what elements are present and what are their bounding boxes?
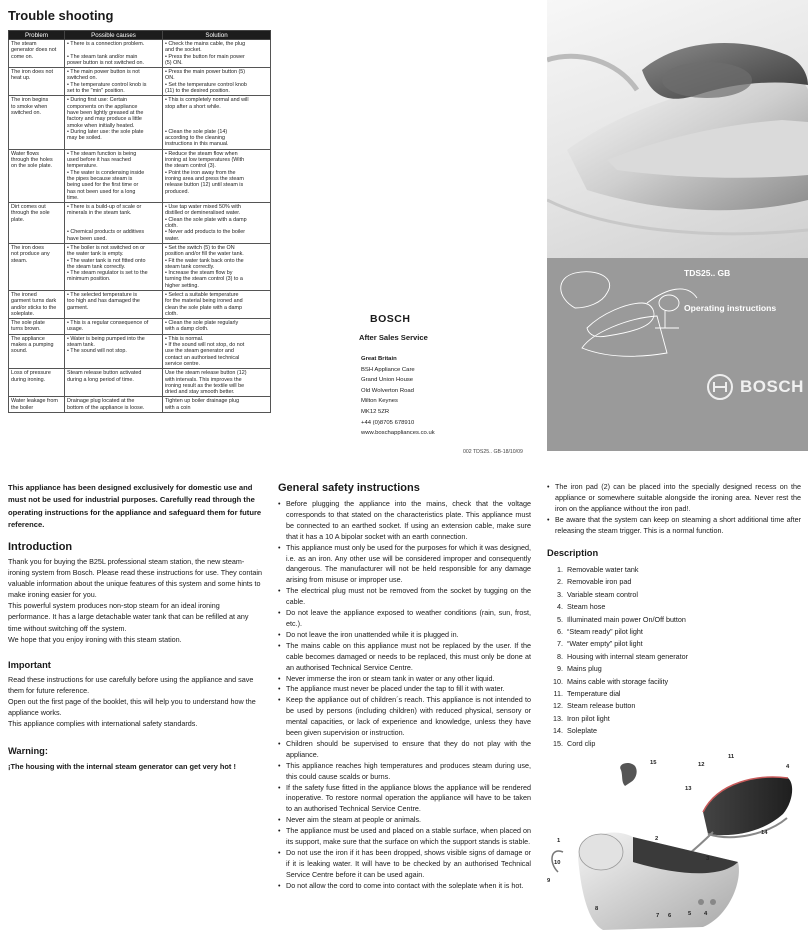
table-row bbox=[9, 40, 271, 68]
cell-line: smoke when initially heated. bbox=[67, 122, 135, 129]
diagram-callout: 6 bbox=[668, 913, 672, 919]
solution-cell bbox=[163, 397, 271, 413]
cell-line: distilled or demineralised water. bbox=[165, 210, 241, 217]
cell-line: The iron does bbox=[11, 244, 44, 251]
cell-line: position and/or fill the water tank. bbox=[165, 251, 244, 258]
cell-line: • The steam tank and/or main bbox=[67, 53, 138, 60]
parts-diagram bbox=[543, 752, 805, 940]
cell-line: stop after a short while. bbox=[165, 103, 221, 110]
cell-line: • If the sound will not stop, do not bbox=[165, 342, 245, 349]
cell-line: switched on. bbox=[11, 109, 41, 116]
cell-line: and the socket. bbox=[165, 47, 202, 54]
cell-line: for the material being ironed and bbox=[165, 298, 243, 305]
after-sales-heading: After Sales Service bbox=[359, 333, 428, 342]
paragraph: Thank you for buying the B25L professional steam station, the new steam-ironing system from Bosch. Please read these instructions for use. They contain valuable information about the unique features of this system and some hints to make ironing easier for you. bbox=[8, 557, 262, 600]
problem-cell bbox=[9, 203, 65, 244]
cell-line: during ironing. bbox=[11, 376, 46, 383]
cell-line: to smoke when bbox=[11, 103, 48, 110]
table-row bbox=[9, 334, 271, 368]
cell-line: the steam tank correctly. bbox=[67, 263, 126, 270]
bosch-wordmark: BOSCH bbox=[370, 313, 411, 325]
part-number: 10. bbox=[553, 676, 563, 686]
address-line: Grand Union House bbox=[361, 377, 414, 384]
safety-item: • Do not leave the iron unattended while it is plugged in. bbox=[278, 630, 531, 641]
table-row bbox=[9, 203, 271, 244]
safety-item: • The appliance must be used and placed on a stable surface, when placed on its support, make sure that the surface on which the support stands is stable. bbox=[278, 826, 531, 848]
cell-line: power button is not switched on. bbox=[67, 59, 145, 66]
bosch-logo-icon bbox=[707, 374, 733, 400]
diagram-callout: 4 bbox=[704, 911, 708, 917]
causes-cell bbox=[65, 397, 163, 413]
cell-line: with a damp cloth. bbox=[165, 326, 209, 333]
cell-line: has not been used for a long bbox=[67, 188, 136, 195]
part-label: Cord clip bbox=[567, 738, 596, 748]
cell-line: steam. bbox=[11, 257, 28, 264]
safety-item: • Do not allow the cord to come into contact with the soleplate when it is hot. bbox=[278, 881, 531, 892]
problem-cell bbox=[9, 290, 65, 318]
cell-line: The iron begins bbox=[11, 97, 49, 104]
cell-line: (5) ON. bbox=[165, 59, 183, 66]
cell-line: • Set the switch (5) to the ON bbox=[165, 244, 235, 251]
cord-clip-drawing bbox=[620, 763, 636, 786]
part-label: Mains cable with storage facility bbox=[567, 676, 669, 686]
cell-line: (11) to the desired position. bbox=[165, 88, 230, 95]
causes-cell bbox=[65, 96, 163, 149]
part-number: 12. bbox=[553, 701, 563, 711]
cell-line: Steam release button activated bbox=[67, 370, 142, 377]
cell-line: • The sound will not stop. bbox=[67, 348, 127, 355]
cell-line: plate. bbox=[11, 216, 25, 223]
cover-subtitle: Operating instructions bbox=[684, 303, 777, 313]
safety-item: • Be aware that the system can keep on steaming a short additional time after releasing the steam trigger. This is a normal function. bbox=[547, 515, 801, 537]
cell-line: through the sole bbox=[11, 210, 50, 217]
problem-cell bbox=[9, 68, 65, 96]
part-number: 5. bbox=[557, 614, 563, 624]
cell-line: • Press the main power button (5) bbox=[165, 69, 246, 76]
parts-list bbox=[548, 564, 748, 750]
table-row bbox=[9, 397, 271, 413]
cell-line: turning the steam control (3) to a bbox=[165, 276, 243, 283]
cell-line: come on. bbox=[11, 53, 34, 60]
part-number: 9. bbox=[557, 664, 563, 674]
cell-line: • This is a regular consequence of bbox=[67, 320, 149, 327]
cell-line: steam tank. bbox=[67, 342, 95, 349]
cell-line: Water leakage from bbox=[11, 398, 58, 405]
part-label: Soleplate bbox=[567, 726, 597, 736]
paragraph: Open out the first page of the booklet, this will help you to understand how the appliance works. bbox=[8, 697, 256, 718]
intended-use-notice: This appliance has been designed exclusively for domestic use and must not be used for industrial purposes. Carefully read through the operating instructions for the appliance and safeguard them for future reference. bbox=[8, 483, 262, 530]
document-code: 002 TDS25.. GB-18/10/09 bbox=[463, 449, 523, 455]
cell-line: • Point the iron away from the bbox=[165, 169, 236, 176]
important-text bbox=[8, 674, 264, 729]
cell-line: use the steam generator and bbox=[165, 348, 234, 355]
parts-list-item bbox=[548, 589, 748, 601]
part-label: Steam release button bbox=[567, 701, 636, 711]
cell-line: • The steam function is being bbox=[67, 150, 137, 157]
diagram-callout: 12 bbox=[698, 762, 705, 768]
safety-item: • This appliance reaches high temperatures and produces steam during use, this could cause scalds or burns. bbox=[278, 761, 531, 783]
part-number: 6. bbox=[557, 627, 563, 637]
problem-cell bbox=[9, 96, 65, 149]
cell-line: • Increase the steam flow by bbox=[165, 270, 233, 277]
parts-list-item bbox=[548, 626, 748, 638]
cell-line: • Use tap water mixed 50% with bbox=[165, 204, 241, 211]
cell-line: • The boiler is not switched on or bbox=[67, 244, 145, 251]
address-country: Great Britain bbox=[361, 356, 397, 362]
diagram-callout: 2 bbox=[655, 836, 659, 842]
part-number: 11. bbox=[553, 689, 563, 699]
cover-iron-photo bbox=[547, 0, 808, 258]
problem-cell bbox=[9, 149, 65, 202]
diagram-callout: 1 bbox=[557, 838, 561, 844]
cell-line: may be soiled. bbox=[67, 135, 102, 142]
cell-line: • The water tank is not fitted onto bbox=[67, 257, 146, 264]
safety-item: • The mains cable on this appliance must not be replaced by the user. If the cable becomes damaged or needs to be replaced, this must only be done at an authorised Technical Service Centre. bbox=[278, 641, 531, 674]
parts-list-item bbox=[548, 688, 748, 700]
cell-line: soleplate. bbox=[11, 310, 35, 317]
description-heading: Description bbox=[547, 548, 599, 558]
part-number: 4. bbox=[557, 602, 563, 612]
parts-list-item bbox=[548, 576, 748, 588]
cell-line: produced. bbox=[165, 188, 189, 195]
diagram-callout: 14 bbox=[761, 830, 768, 836]
parts-list-item bbox=[548, 601, 748, 613]
cell-line: • Clean the sole plate with a damp bbox=[165, 216, 247, 223]
part-number: 14. bbox=[553, 726, 563, 736]
cell-line: clean the sole plate with a damp bbox=[165, 304, 243, 311]
cell-line: water. bbox=[165, 235, 180, 242]
part-label: “Water empty” pilot light bbox=[567, 639, 643, 649]
troubleshooting-table bbox=[8, 30, 271, 413]
part-label: Illuminated main power On/Off button bbox=[567, 614, 686, 624]
diagram-callout: 5 bbox=[688, 911, 692, 917]
cell-line: ironing result as the textile will be bbox=[165, 382, 245, 389]
cell-line: • Select a suitable temperature bbox=[165, 291, 239, 298]
parts-list-item bbox=[548, 725, 748, 737]
cell-line: The sole plate bbox=[11, 320, 45, 327]
cell-line: generator does not bbox=[11, 47, 57, 54]
cell-line: have been used. bbox=[67, 235, 107, 242]
cell-line: garment. bbox=[67, 304, 89, 311]
phone-number: +44 (0)8705 678910 bbox=[361, 419, 415, 426]
cell-line: usage. bbox=[67, 326, 84, 333]
cell-line: time. bbox=[67, 194, 79, 201]
cell-line: The appliance bbox=[11, 335, 45, 342]
table-row bbox=[9, 243, 271, 290]
cell-line: used before it has reached bbox=[67, 157, 131, 164]
parts-list-item bbox=[548, 676, 748, 688]
safety-item: • Never aim the steam at people or animals. bbox=[278, 815, 531, 826]
table-row bbox=[9, 96, 271, 149]
column-header-problem: Problem bbox=[9, 31, 65, 40]
cell-line: • Check the mains cable, the plug bbox=[165, 41, 246, 47]
solution-cell bbox=[163, 68, 271, 96]
cell-line: makes a pumping bbox=[11, 342, 54, 349]
after-sales-address bbox=[361, 354, 435, 439]
cell-line: ironing at low temperatures (With bbox=[165, 157, 245, 164]
cell-line: according to the cleaning bbox=[165, 135, 225, 142]
causes-cell bbox=[65, 334, 163, 368]
paragraph: This appliance complies with international safety standards. bbox=[8, 719, 198, 729]
safety-item: • This appliance must only be used for the purposes for which it was designed, i.e. as an iron. Any other use will be considered improper and consequently dangerous. The manufacturer will not be held responsible for any damage arising from misuse or improper use. bbox=[278, 543, 531, 587]
cell-line: instructions in this manual. bbox=[165, 141, 229, 148]
introduction-text bbox=[8, 556, 264, 645]
cell-line: • Reduce the steam flow when bbox=[165, 150, 238, 157]
cell-line: • Clean the sole plate (14) bbox=[165, 128, 228, 135]
column-header-solution: Solution bbox=[163, 31, 271, 40]
cell-line: • The water is condensing inside bbox=[67, 169, 145, 176]
problem-cell bbox=[9, 40, 65, 68]
safety-item: • Keep the appliance out of children´s reach. This appliance is not intended to be used by persons (including children) with reduced physical, sensory or mental capacities, or lack of experience and knowledge, unless they have been given supervision or instruction. bbox=[278, 695, 531, 739]
part-number: 2. bbox=[557, 577, 563, 587]
cell-line: with a coin bbox=[165, 404, 191, 411]
cell-line: not produce any bbox=[11, 251, 50, 258]
problem-cell bbox=[9, 319, 65, 335]
address-line: Old Wolverton Road bbox=[361, 387, 414, 394]
cell-line: • This is normal. bbox=[165, 335, 204, 342]
cell-line: bottom of the appliance is loose. bbox=[67, 404, 145, 411]
part-label: “Steam ready” pilot light bbox=[567, 627, 643, 637]
cell-line: Drainage plug located at the bbox=[67, 398, 135, 405]
safety-heading: General safety instructions bbox=[278, 482, 420, 494]
safety-item: • Children should be supervised to ensure that they do not play with the appliance. bbox=[278, 739, 531, 761]
cell-line: temperature. bbox=[67, 163, 98, 170]
causes-cell bbox=[65, 243, 163, 290]
cell-line: Dirt comes out bbox=[11, 204, 46, 211]
part-number: 8. bbox=[557, 651, 563, 661]
problem-cell bbox=[9, 243, 65, 290]
part-number: 15. bbox=[553, 738, 563, 748]
cell-line: • The temperature control knob is bbox=[67, 81, 147, 88]
solution-cell bbox=[163, 319, 271, 335]
part-number: 3. bbox=[557, 589, 563, 599]
cell-line: release button (12) until steam is bbox=[165, 182, 244, 189]
problem-cell bbox=[9, 369, 65, 397]
address-line: Milton Keynes bbox=[361, 398, 398, 405]
cell-line: • Water is being pumped into the bbox=[67, 335, 145, 342]
solution-cell bbox=[163, 40, 271, 68]
solution-cell bbox=[163, 96, 271, 149]
cell-line: ON. bbox=[165, 75, 175, 82]
diagram-callout: 13 bbox=[685, 786, 692, 792]
part-label: Steam hose bbox=[567, 602, 606, 612]
cell-line: Use the steam release button (12) bbox=[165, 370, 247, 377]
parts-list-item bbox=[548, 638, 748, 650]
diagram-callout: 15 bbox=[650, 760, 657, 766]
part-number: 13. bbox=[553, 713, 563, 723]
part-label: Mains plug bbox=[567, 664, 602, 674]
cell-line: The ironed bbox=[11, 291, 37, 298]
cell-line: being used for the first time or bbox=[67, 182, 139, 189]
part-number: 1. bbox=[557, 565, 563, 574]
paragraph: This powerful system produces non-stop steam for an ideal ironing performance. It has a large detachable water tank that can be refilled at any time without switching off the system. bbox=[8, 601, 249, 633]
cell-line: contact an authorised technical bbox=[165, 354, 240, 361]
cell-line: Water flows bbox=[11, 150, 39, 157]
warning-heading: Warning: bbox=[8, 746, 48, 756]
diagram-callout: 7 bbox=[656, 913, 660, 919]
diagram-callout: 8 bbox=[595, 906, 599, 912]
safety-item: • Before plugging the appliance into the mains, check that the voltage corresponds to that stated on the characteristics plate. This appliance must be connected to an earthed socket. If using an extension cable, make sure that it has a 10 A bipolar socket with an earth connection. bbox=[278, 499, 531, 543]
steam-station-line-drawing bbox=[547, 258, 808, 451]
cell-line: service centre. bbox=[165, 360, 201, 367]
cell-line: with intervals. This improves the bbox=[165, 376, 242, 383]
important-heading: Important bbox=[8, 660, 51, 670]
part-label: Removable water tank bbox=[567, 565, 639, 574]
introduction-heading: Introduction bbox=[8, 541, 73, 553]
part-label: Housing with internal steam generator bbox=[567, 651, 689, 661]
cell-line: too high and has damaged the bbox=[67, 298, 140, 305]
table-row bbox=[9, 290, 271, 318]
causes-cell bbox=[65, 149, 163, 202]
cell-line: the boiler bbox=[11, 404, 34, 411]
table-row bbox=[9, 149, 271, 202]
cell-line: minerals in the steam tank. bbox=[67, 210, 132, 217]
bosch-cover-wordmark: BOSCH bbox=[740, 377, 804, 396]
cell-line: cloth. bbox=[165, 310, 178, 317]
problem-cell bbox=[9, 397, 65, 413]
cell-line: • This is completely normal and will bbox=[165, 97, 249, 104]
diagram-callout: 4 bbox=[786, 764, 790, 770]
cell-line: • Press the button for main power bbox=[165, 53, 245, 60]
address-line: MK12 5ZR bbox=[361, 408, 390, 415]
part-number: 7. bbox=[557, 639, 563, 649]
cell-line: have been lightly greased at the bbox=[67, 109, 144, 116]
address-line: BSH Appliance Care bbox=[361, 366, 415, 373]
parts-list-item bbox=[548, 651, 748, 663]
cell-line: Tighten up boiler drainage plug bbox=[165, 398, 240, 405]
model-name: TDS25.. GB bbox=[684, 268, 731, 278]
cell-line: steam tank correctly. bbox=[165, 263, 215, 270]
cell-line: • There is a build-up of scale or bbox=[67, 204, 142, 211]
causes-cell bbox=[65, 68, 163, 96]
diagram-callout: 9 bbox=[547, 878, 551, 884]
diagram-callout: 10 bbox=[554, 860, 561, 866]
cell-line: • The steam regulator is set to the bbox=[67, 270, 148, 277]
website-link[interactable]: www.boschappliances.co.uk bbox=[361, 430, 435, 437]
safety-item: • Never immerse the iron or steam tank in water or any other liquid. bbox=[278, 674, 531, 685]
solution-cell bbox=[163, 290, 271, 318]
safety-item: • Do not leave the appliance exposed to weather conditions (rain, sun, frost, etc.). bbox=[278, 608, 531, 630]
cell-line: on the sole plate. bbox=[11, 163, 53, 170]
safety-item: • The electrical plug must not be removed from the socket by tugging on the cable. bbox=[278, 586, 531, 608]
causes-cell bbox=[65, 40, 163, 68]
cell-line: and/or sticks to the bbox=[11, 304, 57, 311]
solution-cell bbox=[163, 334, 271, 368]
cell-line: • The main power button is not bbox=[67, 69, 140, 76]
cell-line: minimum position. bbox=[67, 276, 111, 283]
iron-drawing bbox=[703, 777, 792, 835]
parts-list-item bbox=[548, 713, 748, 725]
cell-line: • Clean the sole plate regularly bbox=[165, 320, 239, 327]
iron-illustration bbox=[547, 0, 808, 258]
safety-item: • The appliance must never be placed under the tap to fill it with water. bbox=[278, 684, 531, 695]
parts-list-item bbox=[548, 564, 748, 576]
cell-line: turns brown. bbox=[11, 326, 41, 333]
cell-line: through the holes bbox=[11, 157, 53, 164]
parts-list-item bbox=[548, 700, 748, 712]
safety-item: • If the safety fuse fitted in the appliance blows the appliance will be rendered inoperative. To restore normal operation the appliance will have to be taken to an authorised Technical Service Centre. bbox=[278, 783, 531, 816]
warning-text: ¡The housing with the internal steam generator can get very hot ! bbox=[8, 762, 236, 771]
cell-line: • Fit the water tank back onto the bbox=[165, 257, 244, 264]
causes-cell bbox=[65, 290, 163, 318]
solution-cell bbox=[163, 149, 271, 202]
safety-item: • The iron pad (2) can be placed into the specially designed recess on the appliance or somewhere suitable alongside the ironing area. Never rest the iron on the appliance without the iron pad!. bbox=[547, 482, 801, 515]
table-row bbox=[9, 68, 271, 96]
cell-line: the steam control (3). bbox=[165, 163, 216, 170]
cell-line: during a long period of time. bbox=[67, 376, 134, 383]
paragraph: We hope that you enjoy ironing with this steam station. bbox=[8, 634, 182, 644]
part-label: Variable steam control bbox=[567, 589, 638, 599]
safety-list-continued bbox=[547, 482, 801, 537]
cell-line: The steam bbox=[11, 41, 37, 47]
cell-line: • During first use: Certain bbox=[67, 97, 128, 104]
cell-line: the pipes because steam is bbox=[67, 175, 133, 182]
cover-grey-panel bbox=[547, 258, 808, 451]
causes-cell bbox=[65, 369, 163, 397]
problem-cell bbox=[9, 334, 65, 368]
cell-line: higher setting. bbox=[165, 282, 199, 289]
cell-line: sound. bbox=[11, 348, 28, 355]
safety-item: • Do not use the iron if it has been dropped, shows visible signs of damage or if it is leaking water. It will have to be checked by an authorised Technical Service Centre before it can be used again. bbox=[278, 848, 531, 881]
cell-line: cloth. bbox=[165, 223, 178, 230]
cell-line: • The selected temperature is bbox=[67, 291, 138, 298]
cell-line: • Set the temperature control knob bbox=[165, 81, 247, 88]
cell-line: Loss of pressure bbox=[11, 370, 51, 377]
paragraph: Read these instructions for use carefully before using the appliance and save them for future reference. bbox=[8, 675, 254, 696]
cell-line: ironing area and press the steam bbox=[165, 175, 244, 182]
cell-line: garment turns dark bbox=[11, 298, 57, 305]
cell-line: The iron does not bbox=[11, 69, 53, 76]
solution-cell bbox=[163, 203, 271, 244]
table-row bbox=[9, 369, 271, 397]
cell-line: • There is a connection problem. bbox=[67, 41, 145, 47]
cell-line: factory and may produce a little bbox=[67, 116, 142, 123]
parts-list-item bbox=[548, 663, 748, 675]
cell-line: components on the appliance bbox=[67, 103, 138, 110]
cell-line: set to the "min" position. bbox=[67, 88, 125, 95]
cell-line: • Never add products to the boiler bbox=[165, 229, 246, 236]
solution-cell bbox=[163, 243, 271, 290]
part-label: Iron pilot light bbox=[567, 713, 610, 723]
causes-cell bbox=[65, 319, 163, 335]
part-label: Temperature dial bbox=[567, 689, 621, 699]
troubleshooting-title: Trouble shooting bbox=[8, 8, 114, 23]
cell-line: dried and stay smooth better. bbox=[165, 389, 235, 396]
part-label: Removable iron pad bbox=[567, 577, 632, 587]
table-row bbox=[9, 319, 271, 335]
safety-list bbox=[278, 499, 531, 892]
causes-cell bbox=[65, 203, 163, 244]
cell-line: • Chemical products or additives bbox=[67, 229, 145, 236]
column-header-causes: Possible causes bbox=[65, 31, 163, 40]
solution-cell bbox=[163, 369, 271, 397]
cell-line: • During later use: the sole plate bbox=[67, 128, 144, 135]
cell-line: heat up. bbox=[11, 75, 31, 82]
diagram-callout: 3 bbox=[706, 856, 710, 862]
cell-line: the water tank is empty. bbox=[67, 251, 124, 258]
diagram-callout: 11 bbox=[728, 754, 735, 760]
parts-list-item bbox=[548, 614, 748, 626]
cell-line: switched on. bbox=[67, 75, 97, 82]
parts-list-item bbox=[548, 738, 748, 750]
